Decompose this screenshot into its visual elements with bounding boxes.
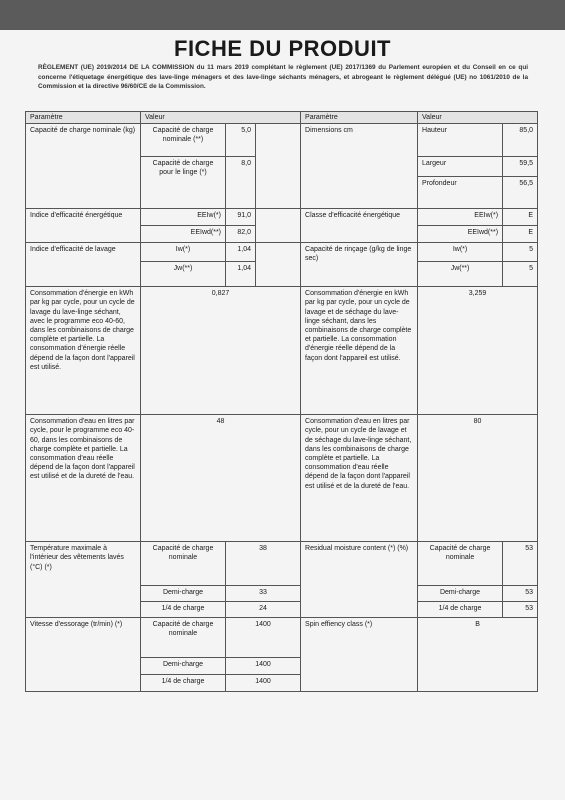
moisture-sub2: Demi-charge <box>418 586 503 602</box>
spin-class-label: Spin effiency class (*) <box>301 618 418 692</box>
empty-cell <box>256 243 301 287</box>
dimensions-sub2: Largeur <box>418 157 503 177</box>
moisture-sub1: Capacité de charge nominale <box>418 542 503 586</box>
page-title: FICHE DU PRODUIT <box>174 36 391 61</box>
efficiency-v1: 91,0 <box>226 209 256 226</box>
spin-v2: 1400 <box>226 658 301 675</box>
temperature-sub3: 1/4 de charge <box>141 602 226 618</box>
dimensions-sub1: Hauteur <box>418 124 503 157</box>
spin-v1: 1400 <box>226 618 301 658</box>
rinsing-label: Capacité de rinçage (g/kg de linge sec) <box>301 243 418 287</box>
moisture-v1: 53 <box>503 542 538 586</box>
temperature-label: Température maximale à l'intérieur des vêtements lavés (°C) (*) <box>26 542 141 618</box>
rinsing-v1: 5 <box>503 243 538 262</box>
header-param-left: Paramètre <box>26 112 141 124</box>
empty-cell <box>256 209 301 243</box>
capacity-sub1: Capacité de charge nominale (**) <box>141 124 226 157</box>
washing-v1: 1,04 <box>226 243 256 262</box>
energy-label: Consommation d'énergie en kWh par kg par cycle, pour un cycle de lavage du lave-linge séchant, avec le programme eco 40-60, dans les combinaisons de charge complète et partielle. La consommation d'énergie réelle dépend de la façon dont l'appareil est utilisé. <box>26 287 141 415</box>
efficiency-class-sub1: EEIw(*) <box>418 209 503 226</box>
spin-class-value: B <box>418 618 538 692</box>
dimensions-v3: 56,5 <box>503 177 538 209</box>
capacity-sub2: Capacité de charge pour le linge (*) <box>141 157 226 209</box>
efficiency-class-v2: E <box>503 226 538 243</box>
viewer-top-bar <box>0 0 565 30</box>
empty-cell <box>256 124 301 209</box>
washing-label: Indice d'efficacité de lavage <box>26 243 141 287</box>
moisture-v2: 53 <box>503 586 538 602</box>
moisture-v3: 53 <box>503 602 538 618</box>
header-value-right: Valeur <box>418 112 538 124</box>
water-dry-label: Consommation d'eau en litres par cycle, pour un cycle de lavage et de séchage du lave-linge séchant, dans les combinaisons de charge complète et partielle. La consommation d'eau réelle dépend de la façon dont l'appareil est utilisé et de la dureté de l'eau. <box>301 415 418 542</box>
table-row <box>26 287 538 415</box>
capacity-v2: 8,0 <box>226 157 256 209</box>
table-row <box>26 542 538 586</box>
spin-sub3: 1/4 de charge <box>141 675 226 692</box>
header-param-right: Paramètre <box>301 112 418 124</box>
rinsing-sub2: Jw(**) <box>418 262 503 287</box>
dimensions-sub3: Profondeur <box>418 177 503 209</box>
temperature-sub2: Demi-charge <box>141 586 226 602</box>
temperature-v1: 38 <box>226 542 301 586</box>
energy-dry-label: Consommation d'énergie en kWh par kg par cycle, pour un cycle de lavage et de séchage du lave-linge séchant, dans les combinaisons de charge complète et partielle. La consommation d'énergie réelle dépend de la façon dont l'appareil est utilisé. <box>301 287 418 415</box>
energy-value: 0,827 <box>141 287 301 415</box>
moisture-label: Residual moisture content (*) (%) <box>301 542 418 618</box>
spin-v3: 1400 <box>226 675 301 692</box>
dimensions-v1: 85,0 <box>503 124 538 157</box>
table-row <box>26 618 538 658</box>
washing-v2: 1,04 <box>226 262 256 287</box>
moisture-sub3: 1/4 de charge <box>418 602 503 618</box>
efficiency-label: Indice d'efficacité énergétique <box>26 209 141 243</box>
header-value-left: Valeur <box>141 112 301 124</box>
temperature-v3: 24 <box>226 602 301 618</box>
table-row <box>26 209 538 226</box>
rinsing-v2: 5 <box>503 262 538 287</box>
product-sheet-table <box>25 111 538 692</box>
table-row <box>26 243 538 262</box>
washing-sub1: Iw(*) <box>141 243 226 262</box>
washing-sub2: Jw(**) <box>141 262 226 287</box>
temperature-sub1: Capacité de charge nominale <box>141 542 226 586</box>
capacity-v1: 5,0 <box>226 124 256 157</box>
efficiency-sub1: EEIw(*) <box>141 209 226 226</box>
water-value: 48 <box>141 415 301 542</box>
efficiency-class-v1: E <box>503 209 538 226</box>
dimensions-v2: 59,5 <box>503 157 538 177</box>
spin-sub1: Capacité de charge nominale <box>141 618 226 658</box>
efficiency-v2: 82,0 <box>226 226 256 243</box>
efficiency-class-sub2: EEIwd(**) <box>418 226 503 243</box>
table-header <box>26 112 538 124</box>
spin-label: Vitesse d'essorage (tr/min) (*) <box>26 618 141 692</box>
regulation-intro: RÈGLEMENT (UE) 2019/2014 DE LA COMMISSION du 11 mars 2019 complétant le règlement (UE) 2017/1369 du Parlement européen et du Conseil en ce qui concerne l'étiquetage énergétique des lave-linge ménagers et des lave-linge séchants ménagers, et abrogeant le règlement délégué (UE) no 1061/2010 de la Commission et la directive 96/60/CE de la Commission. <box>38 64 528 91</box>
capacity-label: Capacité de charge nominale (kg) <box>26 124 141 209</box>
efficiency-class-label: Classe d'efficacité énergétique <box>301 209 418 243</box>
energy-dry-value: 3,259 <box>418 287 538 415</box>
spin-sub2: Demi-charge <box>141 658 226 675</box>
table-row <box>26 124 538 157</box>
table-row <box>26 415 538 542</box>
water-label: Consommation d'eau en litres par cycle, pour le programme eco 40-60, dans les combinaisons de charge complète et partielle. La consommation d'eau réelle dépend de la façon dont l'appareil est utilisé et de la dureté de l'eau. <box>26 415 141 542</box>
efficiency-sub2: EEIwd(**) <box>141 226 226 243</box>
dimensions-label: Dimensions cm <box>301 124 418 209</box>
temperature-v2: 33 <box>226 586 301 602</box>
water-dry-value: 80 <box>418 415 538 542</box>
rinsing-sub1: Iw(*) <box>418 243 503 262</box>
